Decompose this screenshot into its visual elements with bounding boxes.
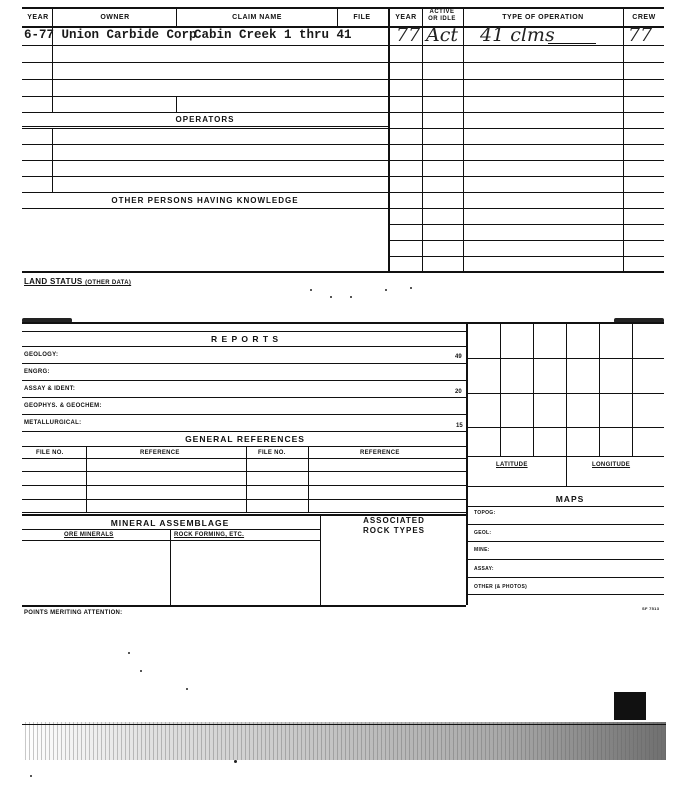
map-mine: MINE: [474, 547, 490, 553]
report-assay-no: 20 [455, 389, 462, 395]
hand-crew: 77 [628, 24, 653, 46]
land-status-title: LAND STATUS [24, 277, 83, 286]
map-assay: ASSAY: [474, 566, 494, 572]
rock-forming-label: ROCK FORMING, ETC. [174, 532, 245, 538]
report-metallurgical-no: 15 [456, 423, 463, 429]
other-persons-title: OTHER PERSONS HAVING KNOWLEDGE [111, 196, 299, 205]
header-year: YEAR [27, 14, 49, 21]
ore-minerals-label: ORE MINERALS [64, 532, 114, 538]
report-geology-no: 49 [455, 354, 462, 360]
header-active-line2: OR IDLE [428, 16, 456, 22]
header-owner: OWNER [100, 14, 130, 21]
ref-reference-1: REFERENCE [140, 450, 180, 456]
hand-type: 41 clms [480, 24, 555, 46]
reports-title: R E P O R T S [210, 334, 280, 344]
ref-file-no-1: FILE NO. [36, 450, 64, 456]
header-year-right: YEAR [395, 14, 417, 21]
mineral-assemblage-title: MINERAL ASSEMBLAGE [110, 518, 230, 528]
header-type-of-operation: TYPE OF OPERATION [502, 14, 584, 21]
report-geophys: GEOPHYS. & GEOCHEM: [24, 403, 102, 409]
associated-line2: ROCK TYPES [362, 526, 425, 535]
map-other: OTHER (& PHOTOS) [474, 584, 528, 590]
header-active-line1: ACTIVE [429, 9, 455, 15]
hand-year: 77 [396, 24, 421, 46]
ref-file-no-2: FILE NO. [258, 450, 286, 456]
points-meriting-attention: POINTS MERITING ATTENTION: [24, 610, 123, 616]
land-status-sub: (OTHER DATA) [85, 280, 132, 286]
land-status-label [24, 277, 131, 286]
latitude-label: LATITUDE [496, 462, 528, 468]
header-claim-name: CLAIM NAME [232, 14, 282, 21]
report-geology: GEOLOGY: [24, 352, 59, 358]
ref-reference-2: REFERENCE [360, 450, 400, 456]
operators-title: OPERATORS [175, 115, 235, 124]
scan-noise-band [22, 722, 666, 760]
hand-active: Act [426, 24, 458, 46]
entry-claim: Cabin Creek 1 thru 41 [194, 28, 352, 42]
form-code: SF 7513 [642, 606, 660, 611]
report-engrg: ENGRG: [24, 369, 50, 375]
entry-year-owner: 6-77 Union Carbide Corp [24, 28, 197, 42]
longitude-label: LONGITUDE [592, 462, 631, 468]
header-crew: CREW [632, 14, 656, 21]
map-geol: GEOL: [474, 530, 492, 536]
associated-line1: ASSOCIATED [363, 516, 425, 525]
map-topog: TOPOG: [474, 510, 496, 516]
report-metallurgical: METALLURGICAL: [24, 420, 82, 426]
report-assay: ASSAY & IDENT: [24, 386, 76, 392]
maps-title: MAPS [555, 494, 585, 504]
general-references-title: GENERAL REFERENCES [185, 434, 305, 444]
header-file: FILE [353, 14, 371, 21]
scan-artifact-block [614, 692, 646, 720]
